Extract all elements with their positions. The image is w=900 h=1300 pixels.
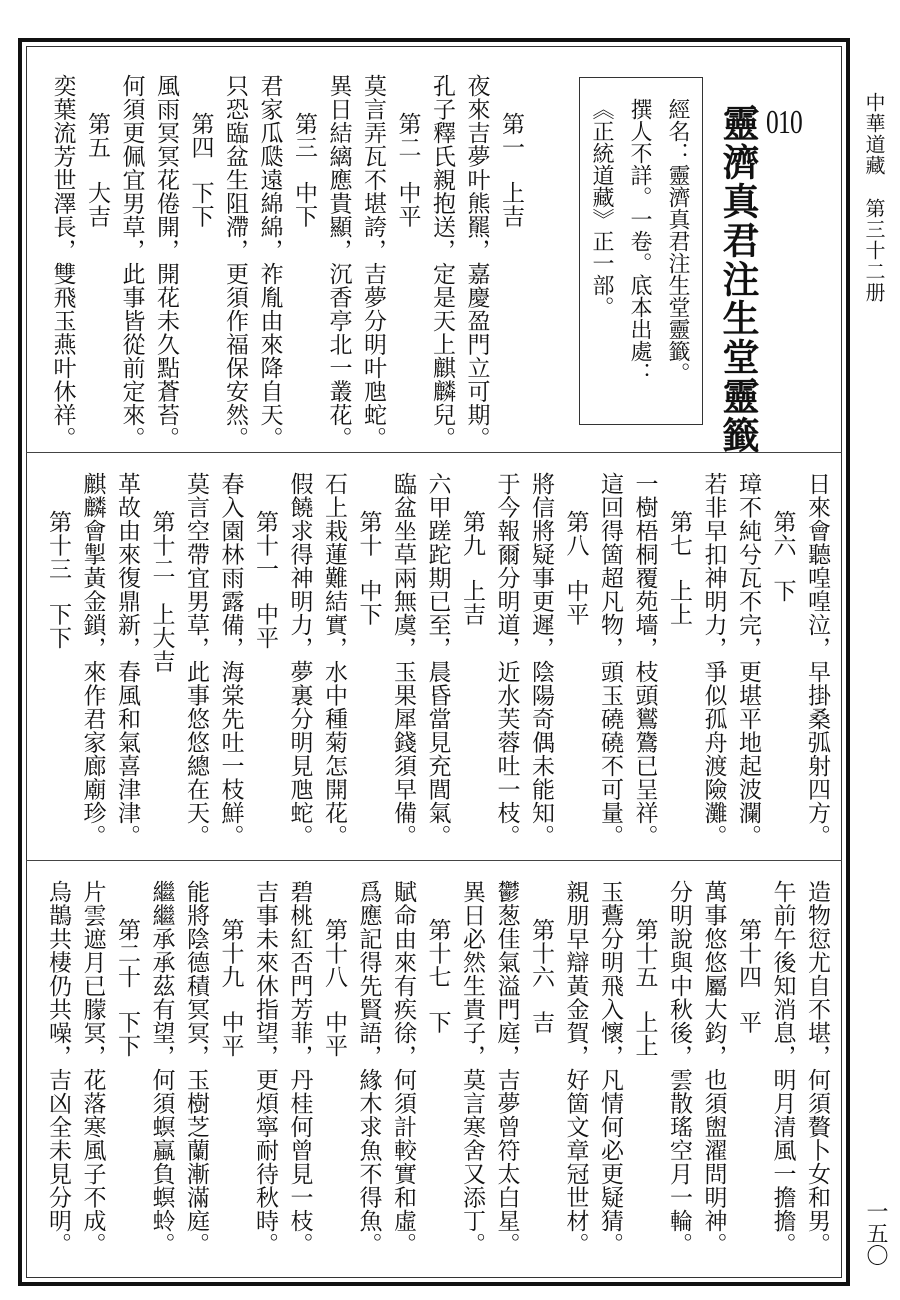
verse-line: 這回得箇超凡物，頭玉磽磽不可量。 [597,472,623,848]
verse-line: 革故由來復鼎新，春風和氣喜津津。 [114,472,140,848]
verse-line: 莫言弄瓦不堪誇，吉夢分明叶虺蛇。 [360,74,386,450]
verse-line: 若非早扣神明力，爭似孤舟渡險灘。 [700,472,727,848]
lot-heading [41,472,76,862]
lot-grade: 吉 [528,1010,554,1034]
verse-line: 何須更佩宜男草，此事皆從前定來。 [118,74,145,450]
lot-heading [80,74,115,454]
verse-line: 六甲蹉跎期已至，晨昏當見充閭氣。 [424,472,451,848]
lot-number: 第五 [84,112,110,159]
verse-line: 風雨冥冥花倦開，開花未久點蒼苔。 [153,74,179,450]
lot-grade: 下下 [187,181,214,228]
lot-grade: 上上 [631,1010,658,1058]
lot-grade: 上吉 [498,181,524,228]
lot-number: 第二十 [114,918,140,989]
lot-heading [420,880,455,1280]
lot-grade: 中下 [355,579,382,626]
page-frame [18,38,850,1286]
lot-heading [524,880,559,1280]
verse-line: 異日結縭應貴顯，沉香亭北一叢花。 [325,74,352,450]
lot-heading [248,472,283,862]
lot-number: 第十九 [217,918,244,989]
lot-grade: 中平 [394,181,421,228]
lot-number: 第二 [394,112,421,159]
verse-line: 麒麟會掣黃金鎖，來作君家廊廟珍。 [79,472,106,848]
volume-label: 第三十二册 [862,198,886,303]
section-top [28,74,528,454]
running-header [860,92,889,303]
lot-number: 第六 [769,510,796,557]
lot-number: 第十六 [528,918,554,989]
lot-heading [213,880,248,1280]
lot-grade: 下下 [114,1010,140,1058]
verse-line: 莫言空帶宜男草，此事悠悠總在天。 [183,472,209,848]
info-box [579,77,703,425]
lot-heading [494,74,529,454]
verse-line: 鬱葱佳氣溢門庭，吉夢曾符太白星。 [493,880,520,1256]
page-number: 一五〇 [863,1200,888,1266]
verse-line: 于今報爾分明道，近水芙蓉吐一枝。 [493,472,520,848]
verse-line: 君家瓜瓞遠綿綿，祚胤由來降自天。 [256,74,283,450]
lot-number: 第十 [355,510,382,557]
section-middle [28,472,834,862]
verse-line: 烏鵲共棲仍共噪，吉凶全未見分明。 [45,880,71,1256]
scripture-title [716,104,808,455]
lot-number: 第九 [459,510,485,557]
lot-grade: 下 [769,579,796,603]
lot-heading [731,880,766,1280]
collection-name: 中華道藏 [862,92,886,176]
lot-number: 第一 [498,112,524,159]
lot-heading [558,472,593,862]
verse-line: 碧桃紅否門芳菲，丹桂何曾見一枝。 [286,880,313,1256]
lot-grade: 上吉 [459,579,485,626]
info-line: 《正統道藏》正一部。 [589,98,614,318]
lot-number: 第三 [291,112,317,159]
verse-line: 親朋早辯黃金賀，好箇文章冠世材。 [562,880,589,1256]
verse-line: 繼繼承承茲有望，何須螟蠃負螟蛉。 [148,880,175,1256]
lot-heading [144,472,179,862]
verse-line: 將信將疑事更遲，陰陽奇偶未能知。 [528,472,554,848]
lot-grade: 上上 [666,579,692,626]
lot-heading [183,74,218,454]
verse-line: 分明說與中秋後，雲散瑤空月一輪。 [666,880,692,1256]
lot-heading [627,880,662,1280]
lot-number: 第十一 [252,510,278,581]
verse-line: 午前午後知消息，明月清風一擔擔。 [769,880,796,1256]
lot-grade: 中平 [562,579,589,626]
info-line: 經名：靈濟真君注生堂靈籤。 [665,98,690,384]
lot-number: 第十八 [321,918,347,989]
verse-line: 臨盆坐草兩無虞，玉果犀錢須早備。 [390,472,416,848]
lot-heading [287,74,322,454]
verse-line: 日來會聽喤喤泣，早掛桑弧射四方。 [804,472,830,848]
info-line: 撰人不詳。一卷。底本出處： [627,98,652,384]
verse-line: 吉事未來休指望，更煩寧耐待秋時。 [252,880,278,1256]
lot-heading [662,472,697,862]
lot-heading [317,880,352,1280]
lot-number: 第十五 [631,918,658,989]
lot-heading [765,472,800,862]
scripture-number: 010 [766,104,802,141]
verse-line: 孔子釋氏親抱送，定是天上麒麟兒。 [429,74,455,450]
lot-grade: 中下 [291,181,317,228]
lot-number: 第十七 [424,918,451,989]
lot-number: 第八 [562,510,589,557]
lot-grade: 中平 [217,1010,244,1058]
verse-line: 石上栽蓮難結實，水中種菊怎開花。 [321,472,347,848]
lot-number: 第十三 [45,510,71,581]
lot-grade: 中平 [321,1010,347,1058]
verse-line: 玉鷰分明飛入懷，凡情何必更疑猜。 [597,880,623,1256]
verse-line: 片雲遮月已朦冥，花落寒風子不成。 [79,880,106,1256]
lot-heading [110,880,145,1280]
section-bottom [28,880,834,1280]
lot-number: 第十四 [735,918,761,989]
verse-line: 能將陰德積冥冥，玉樹芝蘭漸滿庭。 [183,880,209,1256]
lot-heading [455,472,490,862]
verse-line: 萬事悠悠屬大鈞，也須盥濯問明神。 [700,880,727,1256]
verse-line: 璋不純兮瓦不完，更堪平地起波瀾。 [735,472,761,848]
verse-line: 一樹梧桐覆苑墻，枝頭鸑鷟已呈祥。 [631,472,658,848]
verse-line: 奕葉流芳世澤長，雙飛玉燕叶休祥。 [49,74,76,450]
lot-grade: 上大吉 [148,602,175,673]
verse-line: 造物愆尤自不堪，何須贅卜女和男。 [804,880,830,1256]
lot-grade: 下下 [45,602,71,650]
verse-line: 異日必然生貴子，莫言寒舍又添丁。 [459,880,485,1256]
verse-line: 夜來吉夢叶熊羆，嘉慶盈門立可期。 [463,74,490,450]
lot-number: 第十二 [148,510,175,581]
verse-line: 賦命由來有疾徐，何須計較實和虛。 [390,880,416,1256]
scripture-title-text: 靈濟真君注生堂靈籤 [716,104,760,455]
lot-heading [390,74,425,454]
lot-grade: 大吉 [84,181,110,228]
lot-number: 第四 [187,112,214,159]
verse-line: 爲應記得先賢語，緣木求魚不得魚。 [355,880,382,1256]
lot-heading [351,472,386,862]
lot-grade: 平 [735,1010,761,1034]
lot-grade: 中平 [252,602,278,650]
verse-line: 假饒求得神明力，夢裏分明見虺蛇。 [286,472,313,848]
lot-grade: 下 [424,1010,451,1034]
lot-number: 第七 [666,510,692,557]
verse-line: 春入園林雨露備，海棠先吐一枝鮮。 [217,472,244,848]
verse-line: 只恐臨盆生阻滯，更須作福保安然。 [222,74,248,450]
